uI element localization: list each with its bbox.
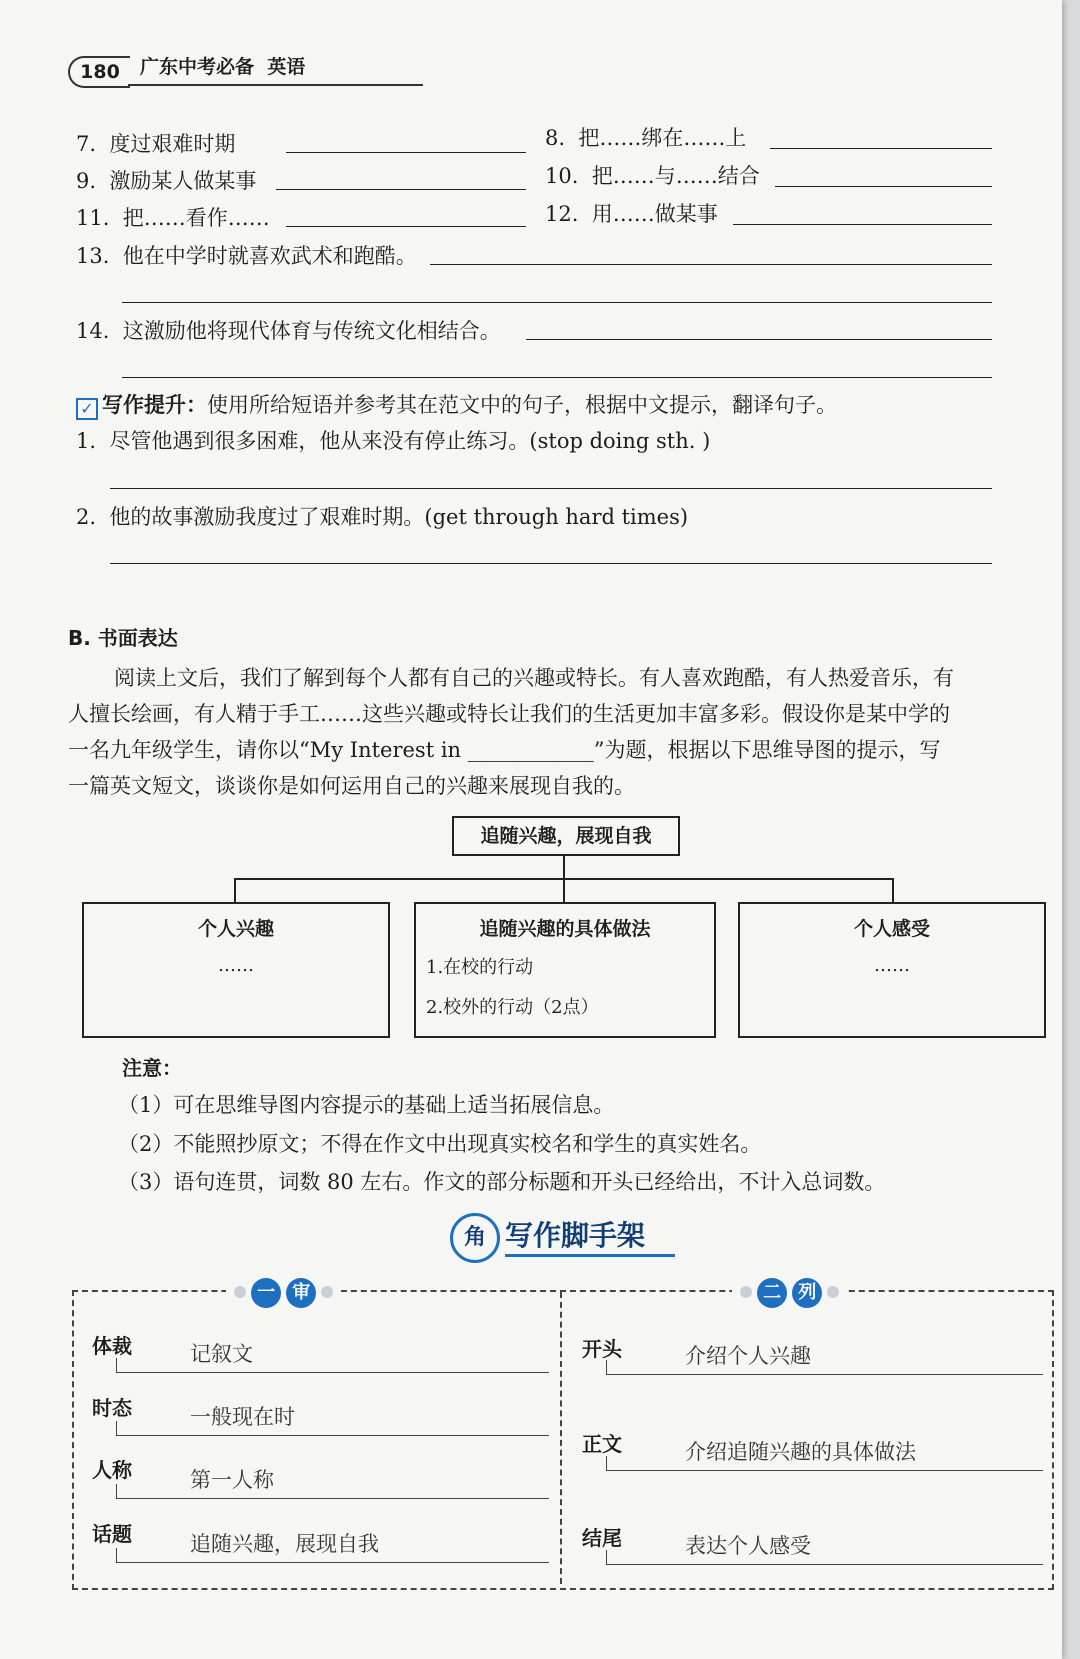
outline-underline <box>606 1360 1043 1375</box>
answer-blank-14b[interactable] <box>122 377 992 378</box>
outline-value-opening: 介绍个人兴趣 <box>685 1344 811 1368</box>
notes-title: 注意： <box>122 1056 182 1080</box>
scaffold-icon: 角 <box>450 1213 500 1263</box>
prompt-line-2: 人擅长绘画，有人精于手工……这些兴趣或特长让我们的生活更加丰富多彩。假设你是某中学的 <box>68 702 950 726</box>
phrase-9: 9. 激励某人做某事 <box>76 169 257 193</box>
dot-icon <box>827 1286 839 1298</box>
dot-icon <box>321 1286 333 1298</box>
phrase-11: 11. 把……看作…… <box>76 206 270 230</box>
answer-blank-14a[interactable] <box>526 339 992 340</box>
note-1: （1）可在思维导图内容提示的基础上适当拓展信息。 <box>118 1093 615 1117</box>
sentence-14: 14. 这激励他将现代体育与传统文化相结合。 <box>76 319 501 343</box>
translation-1: 1. 尽管他遇到很多困难，他从来没有停止练习。(stop doing sth. ) <box>76 429 711 453</box>
phrase-8: 8. 把……绑在……上 <box>545 126 747 150</box>
outline-badges <box>732 1278 847 1308</box>
dot-icon <box>234 1286 246 1298</box>
review-value-tense: 一般现在时 <box>190 1405 295 1429</box>
outline-underline <box>606 1456 1043 1471</box>
feelings-body: …… <box>874 955 910 976</box>
review-value-person: 第一人称 <box>190 1468 274 1492</box>
outline-underline <box>606 1550 1043 1565</box>
personal-interest-body: …… <box>218 955 254 976</box>
phrase-7: 7. 度过艰难时期 <box>76 132 236 156</box>
mindmap-connector-center <box>563 880 565 904</box>
review-underline <box>116 1548 549 1563</box>
mindmap-feelings <box>738 902 1046 1038</box>
review-underline <box>116 1358 549 1373</box>
badge-step-two: 二 <box>757 1278 787 1308</box>
scaffold-divider <box>560 1292 562 1584</box>
review-value-genre: 记叙文 <box>190 1342 253 1366</box>
mindmap-root: 追随兴趣，展现自我 <box>452 816 680 856</box>
review-value-topic: 追随兴趣，展现自我 <box>190 1532 379 1556</box>
translation-blank-1[interactable] <box>110 488 992 489</box>
feelings-title: 个人感受 <box>853 918 930 940</box>
note-2: （2）不能照抄原文；不得在作文中出现真实校名和学生的真实姓名。 <box>118 1132 762 1156</box>
answer-blank-13b[interactable] <box>122 302 992 303</box>
review-label-person: 人称 <box>92 1458 132 1482</box>
mindmap-actions <box>414 902 716 1038</box>
scaffold-title: 写作脚手架 <box>505 1219 646 1252</box>
sentence-13: 13. 他在中学时就喜欢武术和跑酷。 <box>76 244 417 268</box>
badge-outline: 列 <box>792 1278 822 1308</box>
actions-item-2: 2.校外的行动（2点） <box>426 997 599 1018</box>
phrase-10: 10. 把……与……结合 <box>545 164 760 188</box>
section-b-title: B. 书面表达 <box>68 626 178 650</box>
mindmap-connector-root <box>563 854 565 880</box>
scaffold-title-underline <box>505 1254 675 1257</box>
writing-upgrade-instruction: 使用所给短语并参考其在范文中的句子，根据中文提示，翻译句子。 <box>207 393 837 417</box>
writing-upgrade-title: 写作提升： <box>102 393 207 417</box>
book-title <box>140 52 305 79</box>
note-3: （3）语句连贯，词数 80 左右。作文的部分标题和开头已经给出，不计入总词数。 <box>118 1170 886 1194</box>
actions-title: 追随兴趣的具体做法 <box>479 918 651 940</box>
answer-blank-12[interactable] <box>733 224 992 225</box>
answer-blank-11[interactable] <box>286 226 526 227</box>
dot-icon <box>740 1286 752 1298</box>
answer-blank-9[interactable] <box>276 189 526 190</box>
badge-step-one: 一 <box>251 1278 281 1308</box>
prompt-line-1: 阅读上文后，我们了解到每个人都有自己的兴趣或特长。有人喜欢跑酷，有人热爱音乐，有 <box>114 666 954 690</box>
review-underline <box>116 1484 549 1499</box>
section-b-prompt <box>68 660 1062 804</box>
outline-value-body: 介绍追随兴趣的具体做法 <box>685 1440 916 1464</box>
outline-value-ending: 表达个人感受 <box>685 1534 811 1558</box>
outline-label-opening: 开头 <box>582 1337 622 1361</box>
outline-label-body: 正文 <box>582 1432 622 1456</box>
review-underline <box>116 1421 549 1436</box>
subject-name: 英语 <box>267 56 306 78</box>
answer-blank-7[interactable] <box>286 152 526 153</box>
prompt-line-4: 一篇英文短文，谈谈你是如何运用自己的兴趣来展现自我的。 <box>68 774 635 798</box>
check-icon: ✓ <box>76 398 98 420</box>
review-label-tense: 时态 <box>92 1396 132 1420</box>
page-number: 180 <box>68 56 130 88</box>
translation-blank-2[interactable] <box>110 563 992 564</box>
header-rule <box>128 84 423 86</box>
answer-blank-10[interactable] <box>775 186 992 187</box>
review-badges <box>226 1278 341 1308</box>
actions-item-1: 1.在校的行动 <box>426 957 534 978</box>
phrase-12: 12. 用……做某事 <box>545 202 718 226</box>
translation-2: 2. 他的故事激励我度过了艰难时期。(get through hard times) <box>76 505 689 529</box>
review-label-topic: 话题 <box>92 1522 132 1546</box>
mindmap-personal-interest <box>82 902 390 1038</box>
outline-label-ending: 结尾 <box>582 1526 622 1550</box>
personal-interest-title: 个人兴趣 <box>197 918 274 940</box>
prompt-line-3: 一名九年级学生，请你以“My Interest in ____________”为题，根据以下思维导图的提示，写 <box>68 738 941 762</box>
book-name: 广东中考必备 <box>140 56 255 78</box>
review-label-genre: 体裁 <box>92 1334 132 1358</box>
writing-upgrade-heading <box>76 389 837 420</box>
answer-blank-8[interactable] <box>770 148 992 149</box>
badge-review: 审 <box>286 1278 316 1308</box>
answer-blank-13a[interactable] <box>430 264 992 265</box>
